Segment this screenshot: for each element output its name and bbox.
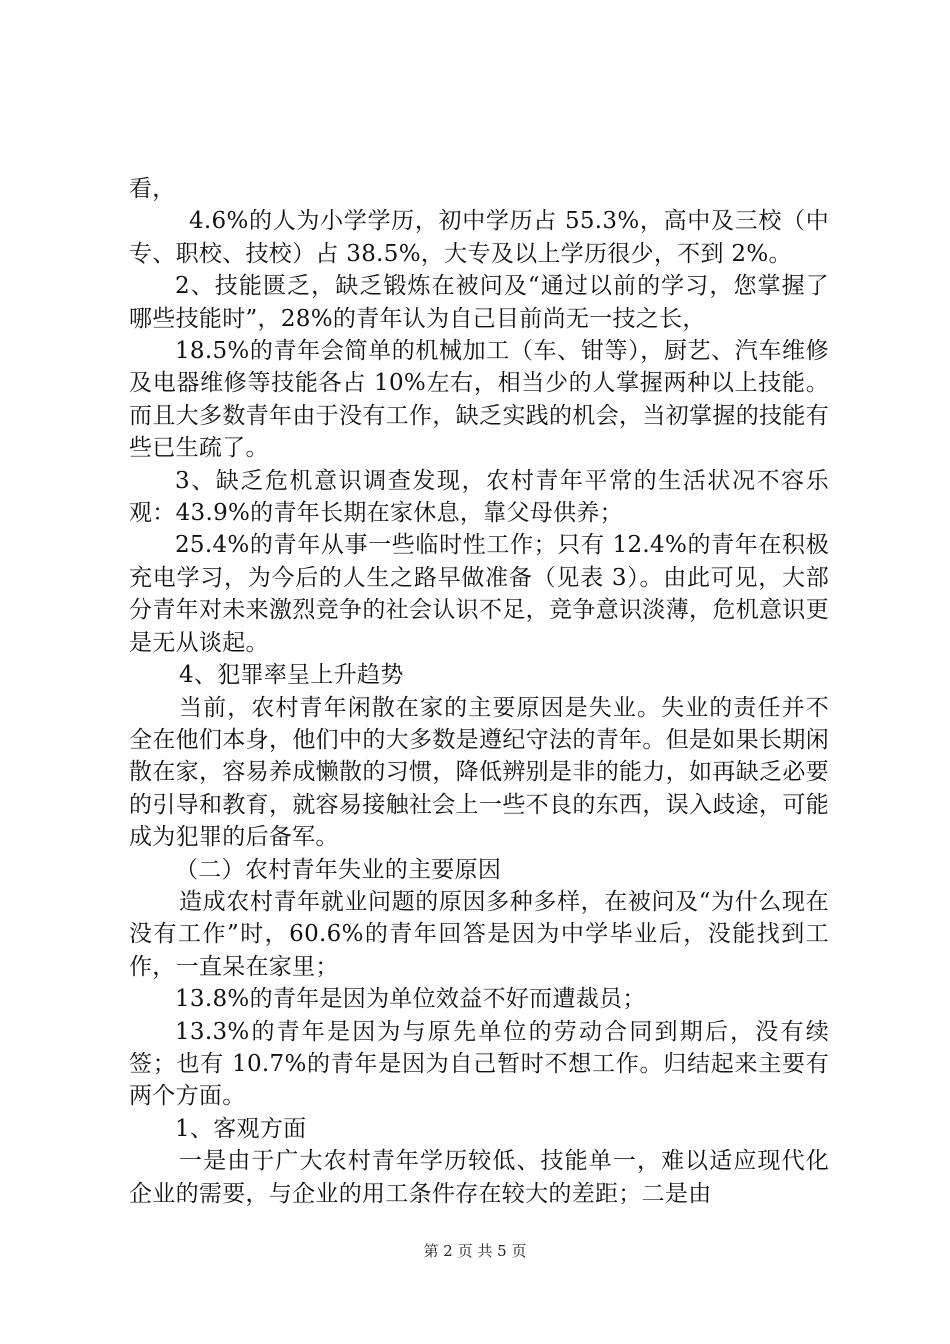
paragraph-4: 18.5%的青年会简单的机械加工（车、钳等），厨艺、汽车维修及电器维修等技能各占 10%左右，相当少的人掌握两种以上技能。而且大多数青年由于没有工作，缺乏实践的机会，当初掌握的技能有些已生疏了。	[129, 338, 829, 462]
document-body	[129, 173, 829, 1210]
section-heading-4: 4、犯罪率呈上升趋势	[179, 662, 404, 689]
paragraph-10: 造成农村青年就业问题的原因多种多样，在被问及“为什么现在没有工作”时，60.6%的青年回答是因为中学毕业后，没能找到工作，一直呆在家里；	[129, 888, 829, 980]
page-footer: 第 2 页 共 5 页	[423, 1242, 527, 1260]
section-heading-1: 1、客观方面	[175, 1115, 307, 1142]
paragraph-2: 4.6%的人为小学学历，初中学历占 55.3%，高中及三校（中专、职校、技校）占 38.5%，大专及以上学历很少，不到 2%。	[129, 208, 829, 267]
paragraph-12: 13.3%的青年是因为与原先单位的劳动合同到期后，没有续签；也有 10.7%的青年是因为自己暂时不想工作。归结起来主要有两个方面。	[129, 1018, 829, 1110]
paragraph-14: 一是由于广大农村青年学历较低、技能单一，难以适应现代化企业的需要，与企业的用工条件存在较大的差距；二是由	[129, 1148, 829, 1207]
paragraph-1: 看，	[129, 176, 176, 202]
paragraph-6: 25.4%的青年从事一些临时性工作；只有 12.4%的青年在积极充电学习，为今后的人生之路早做准备（见表 3）。由此可见，大部分青年对未来激烈竞争的社会认识不足，竞争意识淡薄，危机意识更是无从谈起。	[129, 532, 829, 656]
section-heading-2: （二）农村青年失业的主要原因	[175, 856, 502, 883]
paragraph-8: 当前，农村青年闲散在家的主要原因是失业。失业的责任并不全在他们本身，他们中的大多数是遵纪守法的青年。但是如果长期闲散在家，容易养成懒散的习惯，降低辨别是非的能力，如再缺乏必要的引导和教育，就容易接触社会上一些不良的东西，误入歧途，可能成为犯罪的后备军。	[129, 694, 829, 851]
paragraph-3: 2、技能匮乏，缺乏锻炼在被问及“通过以前的学习，您掌握了哪些技能时”，28%的青年认为自己目前尚无一技之长，	[129, 273, 829, 332]
paragraph-11: 13.8%的青年是因为单位效益不好而遭裁员；	[175, 986, 646, 1013]
paragraph-5: 3、缺乏危机意识调查发现，农村青年平常的生活状况不容乐观：43.9%的青年长期在家休息，靠父母供养；	[129, 467, 829, 527]
